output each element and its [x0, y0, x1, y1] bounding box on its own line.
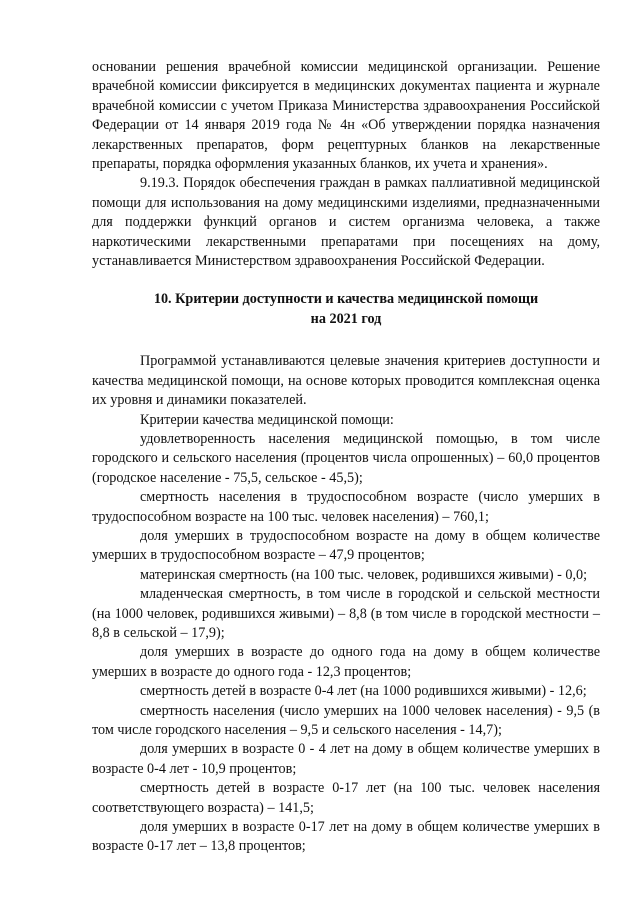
criterion-item: смертность населения (число умерших на 1000 человек населения) - 9,5 (в том числе городского населения – 9,5 и сельского населения - 14,7); [92, 702, 600, 738]
paragraph-continued: основании решения врачебной комиссии медицинской организации. Решение врачебной комиссии фиксируется в медицинских документах пациента и журнале врачебной комиссии с учетом Приказа Министерства здравоохранения Российской Федерации от 14 января 2019 года № 4н «Об утверждении порядка назначения лекарственных препаратов, форм рецептурных бланков на лекарственные препараты, порядка оформления указанных бланков, их учета и хранения». [92, 59, 600, 173]
section-heading-line1: 10. Критерии доступности и качества медицинской помощи [153, 291, 539, 308]
paragraph-criteria-title: Критерии качества медицинской помощи: [140, 411, 394, 428]
criterion-item: смертность детей в возрасте 0-4 лет (на 1000 родившихся живыми) - 12,6; [140, 683, 587, 700]
section-heading-line2: на 2021 год [310, 310, 382, 327]
criterion-item: удовлетворенность населения медицинской помощью, в том числе городского и сельского населения (процентов числа опрошенных) – 60,0 процентов (городское население - 75,5, сельское - 45,5); [92, 430, 600, 486]
criterion-item: младенческая смертность, в том числе в городской и сельской местности (на 1000 человек, родившихся живыми) – 8,8 (в том числе в городской местности – 8,8 в сельской – 17,9); [92, 586, 600, 641]
criterion-item: смертность детей в возрасте 0-17 лет (на 100 тыс. человек населения соответствующего возраста) – 141,5; [92, 780, 600, 816]
paragraph-program-intro: Программой устанавливаются целевые значения критериев доступности и качества медицинской помощи, на основе которых проводится комплексная оценка их уровня и динамики показателей. [92, 353, 600, 409]
criterion-item: доля умерших в возрасте 0-17 лет на дому в общем количестве умерших в возрасте 0-17 лет – 13,8 процентов; [92, 819, 600, 855]
paragraph-9-19-3: 9.19.3. Порядок обеспечения граждан в рамках паллиативной медицинской помощи для использования на дому медицинскими изделиями, предназначенными для поддержки функций органов и систем организма человека, а также наркотическими лекарственными препаратами при посещениях на дому, устанавливается Министерством здравоохранения Российской Федерации. [92, 175, 600, 270]
section-heading [92, 290, 600, 329]
criterion-item: материнская смертность (на 100 тыс. человек, родившихся живыми) - 0,0; [140, 566, 588, 583]
criterion-item: доля умерших в возрасте до одного года на дому в общем количестве умерших в возрасте до одного года - 12,3 процентов; [92, 644, 600, 680]
criterion-item: доля умерших в трудоспособном возрасте на дому в общем количестве умерших в трудоспособном возрасте – 47,9 процентов; [92, 527, 600, 564]
criterion-item: доля умерших в возрасте 0 - 4 лет на дому в общем количестве умерших в возрасте 0-4 лет - 10,9 процентов; [92, 741, 600, 777]
document-page [92, 58, 600, 857]
criterion-item: смертность населения в трудоспособном возрасте (число умерших в трудоспособном возрасте на 100 тыс. человек населения) – 760,1; [92, 489, 600, 525]
